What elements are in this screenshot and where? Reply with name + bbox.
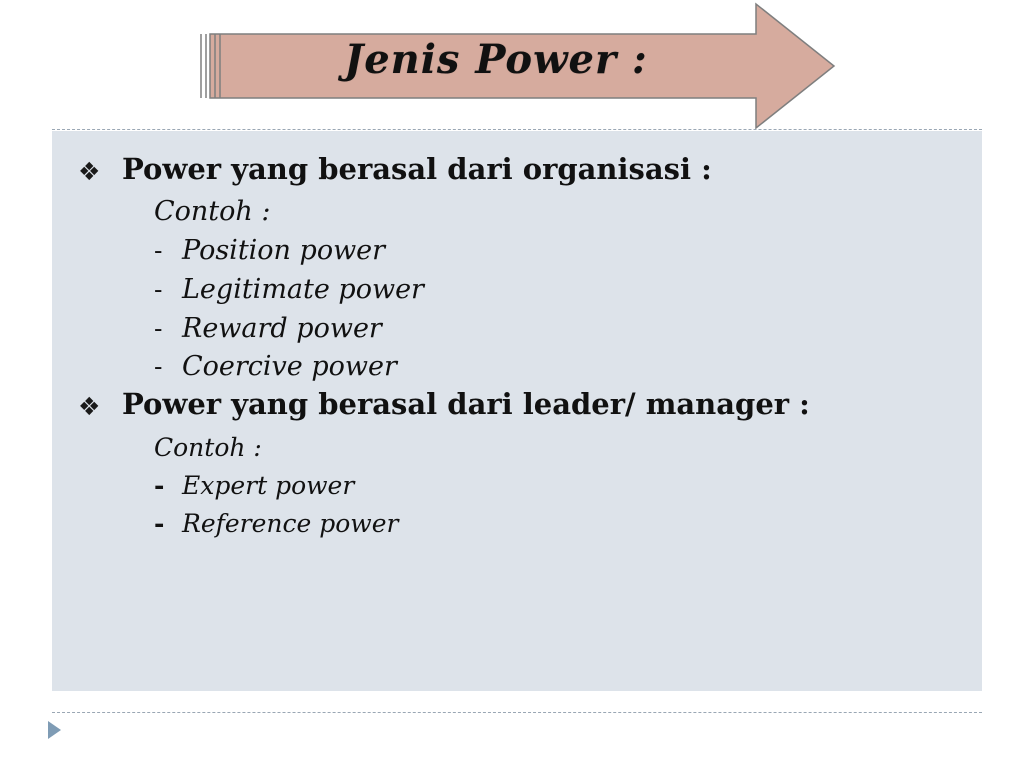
dash-bullet-icon: - bbox=[154, 236, 163, 266]
list-item bbox=[154, 471, 956, 500]
diamond-bullet-icon: ❖ bbox=[78, 392, 101, 422]
page-title: Jenis Power : bbox=[344, 36, 648, 83]
sub-item-label: Reward power bbox=[182, 312, 382, 344]
content-panel bbox=[52, 131, 982, 691]
divider-top bbox=[52, 129, 982, 130]
section-heading: Power yang berasal dari organisasi : bbox=[122, 152, 712, 186]
sub-item-label: Expert power bbox=[182, 471, 355, 501]
sub-list bbox=[154, 236, 956, 382]
section-heading: Power yang berasal dari leader/ manager : bbox=[122, 387, 810, 422]
sub-item-label: Coercive power bbox=[182, 351, 397, 383]
list-item bbox=[154, 275, 956, 305]
dash-bullet-icon: - bbox=[154, 509, 165, 539]
dash-bullet-icon: - bbox=[154, 275, 163, 305]
dash-bullet-icon: - bbox=[154, 471, 165, 501]
sub-item-label: Reference power bbox=[182, 509, 399, 539]
example-label: Contoh : bbox=[154, 196, 271, 228]
list-item bbox=[154, 352, 956, 382]
sub-item-label: Legitimate power bbox=[182, 274, 424, 306]
list-item bbox=[154, 236, 956, 266]
sub-item-label: Position power bbox=[182, 235, 386, 267]
sub-list bbox=[154, 471, 956, 538]
play-triangle-icon[interactable] bbox=[48, 721, 61, 739]
list-item bbox=[154, 509, 956, 538]
list-item bbox=[154, 314, 956, 344]
divider-bottom bbox=[52, 712, 982, 713]
dash-bullet-icon: - bbox=[154, 352, 163, 382]
list-item bbox=[78, 388, 956, 421]
dash-bullet-icon: - bbox=[154, 313, 163, 343]
list-item bbox=[78, 153, 956, 186]
content-list bbox=[78, 153, 956, 538]
title-banner bbox=[0, 0, 1024, 130]
example-label: Contoh : bbox=[154, 433, 262, 463]
diamond-bullet-icon: ❖ bbox=[78, 157, 101, 186]
